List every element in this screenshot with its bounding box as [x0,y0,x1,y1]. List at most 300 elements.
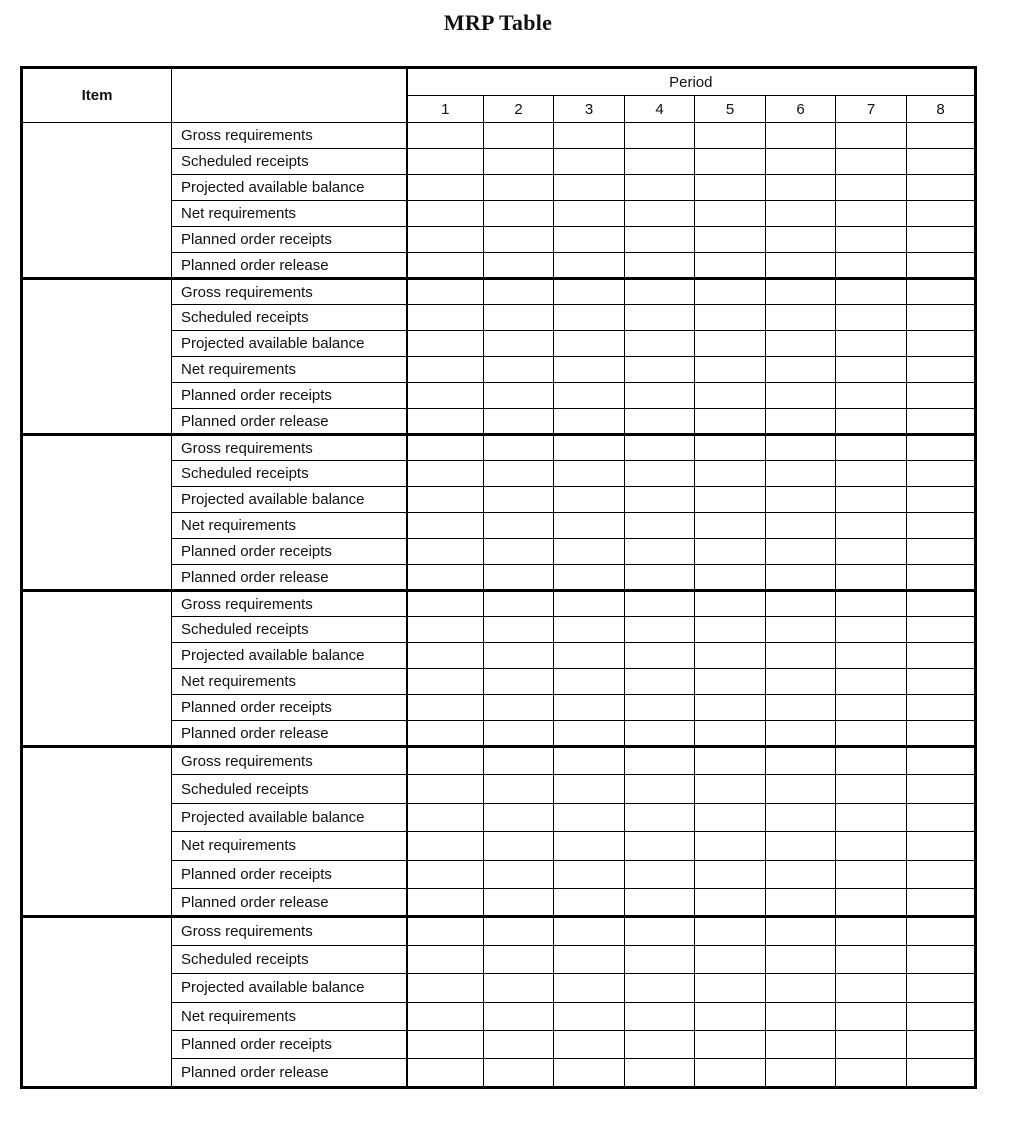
period-value-cell[interactable] [766,803,836,831]
period-value-cell[interactable] [407,1059,484,1087]
period-value-cell[interactable] [695,617,766,643]
period-value-cell[interactable] [907,695,976,721]
period-value-cell[interactable] [907,409,976,435]
period-value-cell[interactable] [836,643,907,669]
period-value-cell[interactable] [484,860,554,888]
period-value-cell[interactable] [695,279,766,305]
period-value-cell[interactable] [625,643,695,669]
period-value-cell[interactable] [695,888,766,916]
period-value-cell[interactable] [695,803,766,831]
period-value-cell[interactable] [484,775,554,803]
period-value-cell[interactable] [484,591,554,617]
period-value-cell[interactable] [484,149,554,175]
period-value-cell[interactable] [766,617,836,643]
period-value-cell[interactable] [695,945,766,973]
period-value-cell[interactable] [836,383,907,409]
period-value-cell[interactable] [766,149,836,175]
period-value-cell[interactable] [407,253,484,279]
period-value-cell[interactable] [695,253,766,279]
period-value-cell[interactable] [407,917,484,945]
period-value-cell[interactable] [407,974,484,1002]
period-value-cell[interactable] [766,695,836,721]
period-value-cell[interactable] [407,201,484,227]
period-value-cell[interactable] [695,357,766,383]
period-value-cell[interactable] [695,565,766,591]
period-value-cell[interactable] [484,175,554,201]
period-value-cell[interactable] [484,617,554,643]
period-value-cell[interactable] [407,565,484,591]
period-value-cell[interactable] [907,175,976,201]
period-value-cell[interactable] [836,149,907,175]
period-value-cell[interactable] [907,357,976,383]
period-value-cell[interactable] [907,832,976,860]
period-value-cell[interactable] [836,513,907,539]
period-value-cell[interactable] [695,974,766,1002]
period-value-cell[interactable] [554,383,625,409]
period-value-cell[interactable] [484,565,554,591]
period-value-cell[interactable] [407,539,484,565]
period-value-cell[interactable] [836,775,907,803]
period-value-cell[interactable] [907,1030,976,1058]
period-value-cell[interactable] [766,357,836,383]
period-value-cell[interactable] [907,305,976,331]
period-value-cell[interactable] [625,149,695,175]
period-value-cell[interactable] [695,487,766,513]
period-value-cell[interactable] [484,695,554,721]
period-value-cell[interactable] [407,669,484,695]
period-value-cell[interactable] [836,695,907,721]
period-value-cell[interactable] [766,409,836,435]
period-value-cell[interactable] [554,695,625,721]
item-name-cell[interactable] [22,123,172,279]
period-value-cell[interactable] [554,227,625,253]
period-value-cell[interactable] [407,721,484,747]
period-value-cell[interactable] [766,227,836,253]
period-value-cell[interactable] [407,357,484,383]
period-value-cell[interactable] [625,888,695,916]
period-value-cell[interactable] [766,1059,836,1087]
period-value-cell[interactable] [625,1030,695,1058]
period-value-cell[interactable] [766,123,836,149]
period-value-cell[interactable] [695,539,766,565]
period-value-cell[interactable] [836,201,907,227]
item-name-cell[interactable] [22,279,172,435]
period-value-cell[interactable] [625,669,695,695]
period-value-cell[interactable] [695,747,766,775]
period-value-cell[interactable] [407,617,484,643]
period-value-cell[interactable] [407,149,484,175]
period-value-cell[interactable] [907,591,976,617]
period-value-cell[interactable] [907,888,976,916]
period-value-cell[interactable] [907,1059,976,1087]
period-value-cell[interactable] [625,305,695,331]
period-value-cell[interactable] [907,383,976,409]
period-value-cell[interactable] [625,461,695,487]
period-value-cell[interactable] [907,461,976,487]
period-value-cell[interactable] [766,331,836,357]
period-value-cell[interactable] [836,832,907,860]
period-value-cell[interactable] [625,747,695,775]
period-value-cell[interactable] [836,974,907,1002]
period-value-cell[interactable] [766,721,836,747]
period-value-cell[interactable] [836,1002,907,1030]
period-value-cell[interactable] [766,539,836,565]
period-value-cell[interactable] [907,974,976,1002]
period-value-cell[interactable] [836,1030,907,1058]
period-value-cell[interactable] [695,591,766,617]
period-value-cell[interactable] [766,461,836,487]
period-value-cell[interactable] [625,1002,695,1030]
period-value-cell[interactable] [836,461,907,487]
period-value-cell[interactable] [554,1030,625,1058]
period-value-cell[interactable] [554,435,625,461]
period-value-cell[interactable] [484,974,554,1002]
period-value-cell[interactable] [907,747,976,775]
period-value-cell[interactable] [484,409,554,435]
period-value-cell[interactable] [625,860,695,888]
period-value-cell[interactable] [407,1030,484,1058]
period-value-cell[interactable] [836,591,907,617]
period-value-cell[interactable] [625,383,695,409]
period-value-cell[interactable] [836,1059,907,1087]
period-value-cell[interactable] [484,461,554,487]
period-value-cell[interactable] [836,803,907,831]
period-value-cell[interactable] [695,695,766,721]
period-value-cell[interactable] [625,331,695,357]
period-value-cell[interactable] [554,253,625,279]
period-value-cell[interactable] [554,617,625,643]
period-value-cell[interactable] [836,435,907,461]
period-value-cell[interactable] [407,123,484,149]
period-value-cell[interactable] [695,721,766,747]
period-value-cell[interactable] [907,201,976,227]
period-value-cell[interactable] [554,669,625,695]
row-label: Net requirements [172,832,407,860]
period-value-cell[interactable] [407,803,484,831]
period-value-cell[interactable] [554,487,625,513]
period-value-cell[interactable] [407,860,484,888]
period-value-cell[interactable] [907,669,976,695]
period-value-cell[interactable] [766,1002,836,1030]
period-value-cell[interactable] [554,513,625,539]
period-value-cell[interactable] [836,279,907,305]
period-value-cell[interactable] [625,591,695,617]
period-value-cell[interactable] [484,305,554,331]
period-value-cell[interactable] [554,357,625,383]
period-value-cell[interactable] [407,383,484,409]
period-value-cell[interactable] [766,669,836,695]
period-value-cell[interactable] [695,409,766,435]
period-value-cell[interactable] [766,253,836,279]
period-value-cell[interactable] [766,487,836,513]
period-value-cell[interactable] [836,305,907,331]
period-value-cell[interactable] [554,832,625,860]
period-value-cell[interactable] [625,539,695,565]
period-value-cell[interactable] [554,803,625,831]
period-value-cell[interactable] [484,487,554,513]
period-value-cell[interactable] [484,513,554,539]
period-value-cell[interactable] [554,591,625,617]
period-value-cell[interactable] [766,945,836,973]
period-value-cell[interactable] [407,513,484,539]
period-value-cell[interactable] [766,565,836,591]
period-value-cell[interactable] [766,747,836,775]
period-value-cell[interactable] [625,617,695,643]
period-value-cell[interactable] [554,201,625,227]
period-value-cell[interactable] [766,591,836,617]
row-label: Gross requirements [172,279,407,305]
period-value-cell[interactable] [766,305,836,331]
period-value-cell[interactable] [407,331,484,357]
period-value-cell[interactable] [554,565,625,591]
period-value-cell[interactable] [766,643,836,669]
period-value-cell[interactable] [554,917,625,945]
period-value-cell[interactable] [484,721,554,747]
period-value-cell[interactable] [407,461,484,487]
period-value-cell[interactable] [625,487,695,513]
period-value-cell[interactable] [484,331,554,357]
period-value-cell[interactable] [625,803,695,831]
period-value-cell[interactable] [625,227,695,253]
period-value-cell[interactable] [484,123,554,149]
period-value-cell[interactable] [484,357,554,383]
period-number-header: 6 [766,96,836,123]
period-value-cell[interactable] [625,279,695,305]
item-name-cell[interactable] [22,435,172,591]
period-value-cell[interactable] [907,643,976,669]
period-value-cell[interactable] [695,832,766,860]
period-value-cell[interactable] [625,565,695,591]
period-value-cell[interactable] [766,383,836,409]
period-value-cell[interactable] [695,383,766,409]
period-value-cell[interactable] [836,888,907,916]
period-value-cell[interactable] [695,1030,766,1058]
period-value-cell[interactable] [766,201,836,227]
period-value-cell[interactable] [907,253,976,279]
period-value-cell[interactable] [695,513,766,539]
period-value-cell[interactable] [484,643,554,669]
period-value-cell[interactable] [625,513,695,539]
period-value-cell[interactable] [836,669,907,695]
period-value-cell[interactable] [836,487,907,513]
period-value-cell[interactable] [484,1030,554,1058]
period-value-cell[interactable] [695,669,766,695]
period-value-cell[interactable] [554,123,625,149]
period-value-cell[interactable] [766,832,836,860]
period-value-cell[interactable] [625,409,695,435]
period-value-cell[interactable] [484,888,554,916]
period-value-cell[interactable] [907,917,976,945]
period-value-cell[interactable] [836,617,907,643]
period-value-cell[interactable] [407,435,484,461]
table-row [22,917,976,945]
period-value-cell[interactable] [695,227,766,253]
period-value-cell[interactable] [407,279,484,305]
period-value-cell[interactable] [484,803,554,831]
period-value-cell[interactable] [766,775,836,803]
period-value-cell[interactable] [625,175,695,201]
period-value-cell[interactable] [407,409,484,435]
period-value-cell[interactable] [836,123,907,149]
period-value-cell[interactable] [484,253,554,279]
period-value-cell[interactable] [766,513,836,539]
period-value-cell[interactable] [907,721,976,747]
period-value-cell[interactable] [554,747,625,775]
period-value-cell[interactable] [907,149,976,175]
item-name-cell[interactable] [22,747,172,917]
period-value-cell[interactable] [484,435,554,461]
row-label: Scheduled receipts [172,461,407,487]
period-value-cell[interactable] [484,747,554,775]
period-value-cell[interactable] [554,860,625,888]
period-value-cell[interactable] [484,1002,554,1030]
period-value-cell[interactable] [695,1059,766,1087]
period-value-cell[interactable] [907,487,976,513]
period-value-cell[interactable] [625,695,695,721]
period-value-cell[interactable] [695,149,766,175]
item-name-cell[interactable] [22,591,172,747]
period-value-cell[interactable] [484,1059,554,1087]
period-value-cell[interactable] [695,643,766,669]
period-value-cell[interactable] [554,539,625,565]
period-value-cell[interactable] [625,917,695,945]
period-value-cell[interactable] [554,149,625,175]
period-value-cell[interactable] [407,832,484,860]
period-value-cell[interactable] [625,775,695,803]
period-value-cell[interactable] [836,539,907,565]
period-value-cell[interactable] [836,945,907,973]
period-value-cell[interactable] [625,974,695,1002]
period-value-cell[interactable] [836,721,907,747]
period-value-cell[interactable] [484,383,554,409]
period-value-cell[interactable] [836,175,907,201]
period-value-cell[interactable] [625,123,695,149]
period-value-cell[interactable] [554,1002,625,1030]
period-value-cell[interactable] [625,945,695,973]
period-value-cell[interactable] [695,123,766,149]
period-value-cell[interactable] [554,974,625,1002]
period-value-cell[interactable] [554,1059,625,1087]
period-value-cell[interactable] [766,888,836,916]
period-value-cell[interactable] [907,435,976,461]
period-value-cell[interactable] [625,253,695,279]
period-value-cell[interactable] [695,305,766,331]
period-value-cell[interactable] [766,974,836,1002]
period-value-cell[interactable] [484,539,554,565]
period-value-cell[interactable] [766,279,836,305]
period-value-cell[interactable] [836,227,907,253]
period-value-cell[interactable] [836,917,907,945]
period-value-cell[interactable] [407,888,484,916]
period-value-cell[interactable] [484,669,554,695]
item-name-cell[interactable] [22,917,172,1087]
period-value-cell[interactable] [907,775,976,803]
period-value-cell[interactable] [407,305,484,331]
period-value-cell[interactable] [836,747,907,775]
period-value-cell[interactable] [554,643,625,669]
period-value-cell[interactable] [695,1002,766,1030]
period-value-cell[interactable] [907,1002,976,1030]
period-value-cell[interactable] [554,409,625,435]
period-value-cell[interactable] [484,917,554,945]
period-value-cell[interactable] [907,539,976,565]
period-value-cell[interactable] [695,331,766,357]
period-value-cell[interactable] [554,175,625,201]
period-value-cell[interactable] [484,227,554,253]
period-value-cell[interactable] [695,175,766,201]
period-value-cell[interactable] [484,832,554,860]
period-value-cell[interactable] [695,860,766,888]
period-value-cell[interactable] [407,487,484,513]
period-value-cell[interactable] [625,201,695,227]
period-value-cell[interactable] [695,775,766,803]
period-value-cell[interactable] [836,860,907,888]
period-value-cell[interactable] [554,775,625,803]
period-value-cell[interactable] [484,945,554,973]
period-value-cell[interactable] [907,331,976,357]
period-value-cell[interactable] [554,331,625,357]
period-value-cell[interactable] [407,1002,484,1030]
period-value-cell[interactable] [836,253,907,279]
period-value-cell[interactable] [766,175,836,201]
period-value-cell[interactable] [625,435,695,461]
period-value-cell[interactable] [554,305,625,331]
period-value-cell[interactable] [907,227,976,253]
period-value-cell[interactable] [907,860,976,888]
period-value-cell[interactable] [625,1059,695,1087]
period-value-cell[interactable] [695,201,766,227]
period-value-cell[interactable] [484,279,554,305]
period-value-cell[interactable] [907,279,976,305]
period-value-cell[interactable] [554,279,625,305]
period-value-cell[interactable] [766,435,836,461]
period-value-cell[interactable] [407,227,484,253]
period-value-cell[interactable] [836,409,907,435]
period-value-cell[interactable] [625,832,695,860]
period-value-cell[interactable] [907,565,976,591]
period-value-cell[interactable] [907,803,976,831]
period-value-cell[interactable] [484,201,554,227]
period-value-cell[interactable] [836,331,907,357]
period-value-cell[interactable] [407,747,484,775]
period-value-cell[interactable] [836,565,907,591]
period-value-cell[interactable] [554,888,625,916]
period-value-cell[interactable] [554,721,625,747]
period-value-cell[interactable] [407,945,484,973]
period-value-cell[interactable] [766,860,836,888]
period-value-cell[interactable] [554,945,625,973]
period-value-cell[interactable] [907,123,976,149]
period-value-cell[interactable] [407,175,484,201]
period-value-cell[interactable] [695,461,766,487]
period-value-cell[interactable] [407,591,484,617]
period-value-cell[interactable] [407,695,484,721]
period-value-cell[interactable] [407,643,484,669]
period-value-cell[interactable] [625,721,695,747]
period-value-cell[interactable] [695,435,766,461]
period-value-cell[interactable] [554,461,625,487]
period-value-cell[interactable] [907,945,976,973]
period-value-cell[interactable] [907,513,976,539]
period-value-cell[interactable] [836,357,907,383]
period-value-cell[interactable] [407,775,484,803]
row-label: Projected available balance [172,175,407,201]
period-value-cell[interactable] [695,917,766,945]
period-value-cell[interactable] [766,917,836,945]
period-value-cell[interactable] [907,617,976,643]
period-value-cell[interactable] [766,1030,836,1058]
period-value-cell[interactable] [625,357,695,383]
